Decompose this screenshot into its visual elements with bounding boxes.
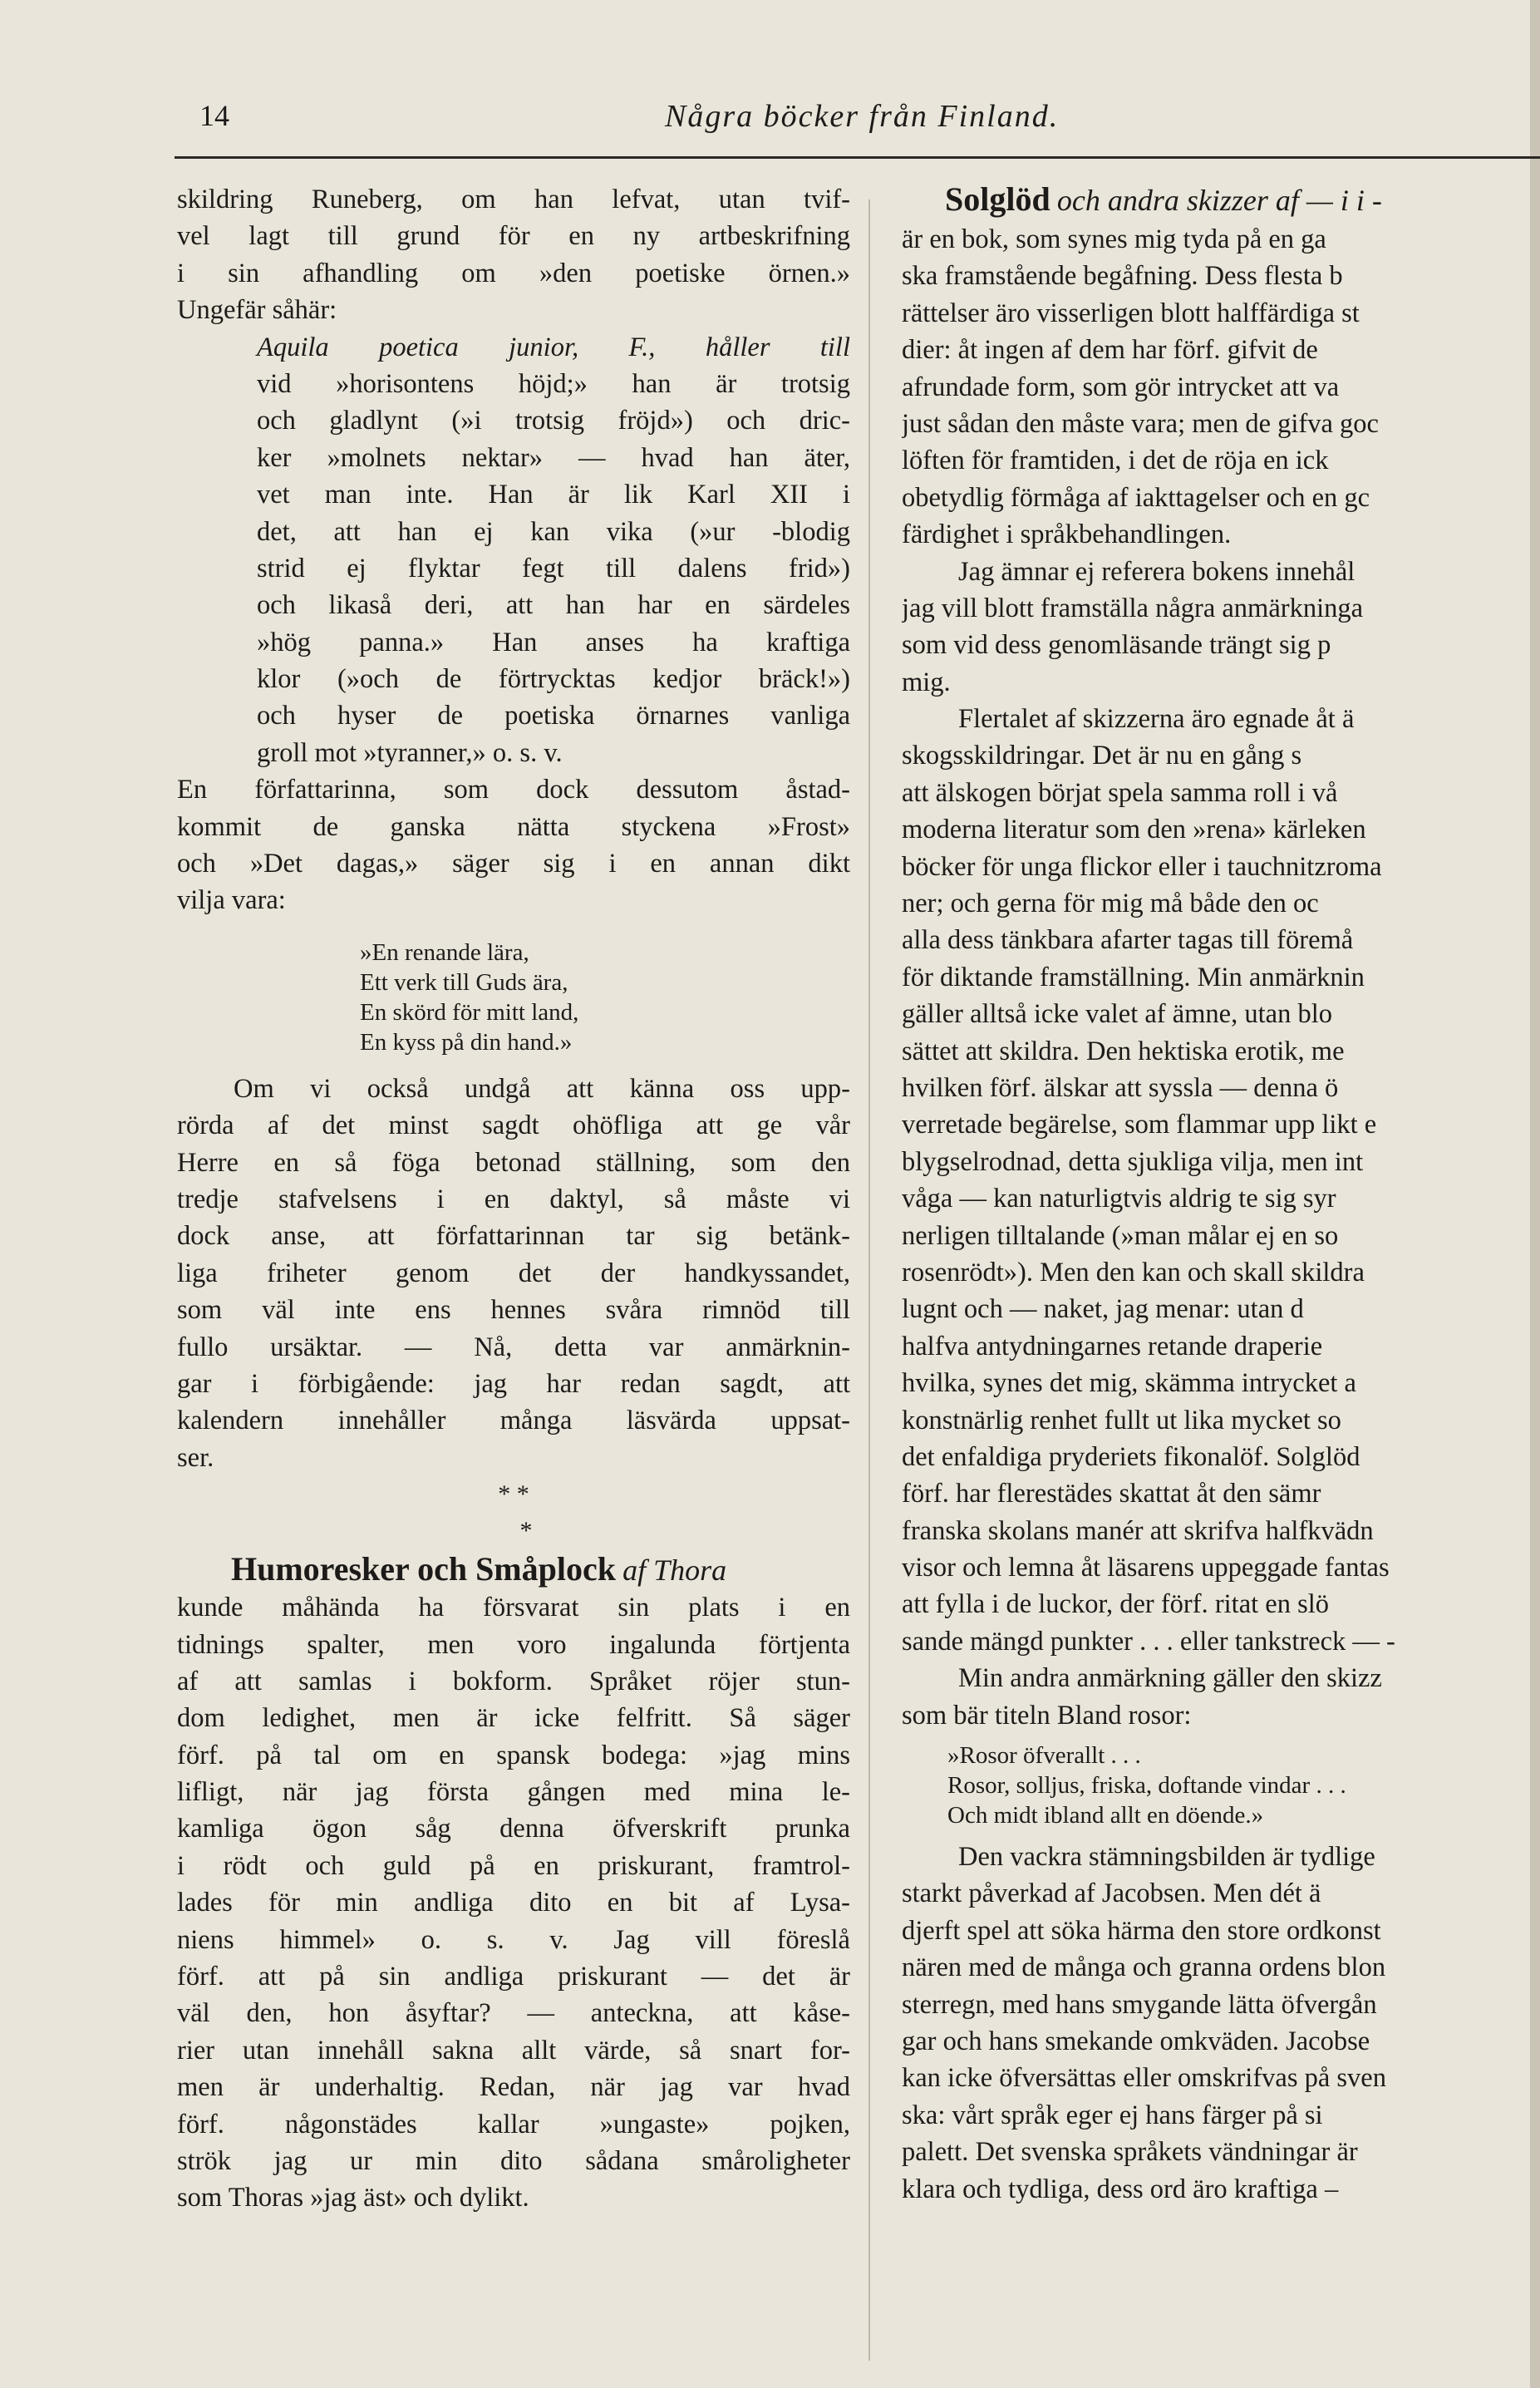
text-line: förf. på tal om en spansk bodega: »jag mins — [177, 1740, 850, 1770]
text-line: kamliga ögon såg denna öfverskrift prunka — [177, 1814, 850, 1844]
text-line: för diktande framställning. Min anmärknin — [902, 962, 1365, 992]
text-line: hvilka, synes det mig, skämma intrycket a — [902, 1368, 1356, 1399]
section-separator-star: * — [519, 1517, 533, 1545]
text-line: vel lagt till grund för en ny artbeskrifning — [177, 221, 850, 252]
text-line: vid »horisontens höjd;» han är trotsig — [257, 368, 850, 399]
text-line: Herre en så föga betonad ställning, som den — [177, 1147, 850, 1178]
text-line: blygselrodnad, detta sjukliga vilja, men int — [902, 1146, 1364, 1177]
text-line: vilja vara: — [177, 885, 286, 916]
text-line: som bär titeln Bland rosor: — [902, 1700, 1192, 1731]
text-line: och hyser de poetiska örnarnes vanliga — [257, 701, 850, 731]
text-line: gar i förbigående: jag har redan sagdt, att — [177, 1368, 850, 1399]
intro-paragraph — [177, 181, 850, 329]
text-line: mig. — [902, 667, 951, 697]
text-line: Ungefär såhär: — [177, 295, 337, 326]
text-line: ska: vårt språk eger ej hans färger på si — [902, 2100, 1323, 2130]
text-line: jag vill blott framställa några anmärkninga — [902, 593, 1364, 623]
text-line: rosenrödt»). Men den kan och skall skildra — [902, 1257, 1365, 1288]
text-line: moderna literatur som den »rena» kärleken — [902, 815, 1366, 845]
text-line: färdighet i språkbehandlingen. — [902, 519, 1232, 550]
text-line: franska skolans manér att skrifva halfkvädn — [902, 1515, 1374, 1546]
right-paragraph-1 — [902, 221, 1540, 554]
text-line: dier: åt ingen af dem har förf. gifvit de — [902, 335, 1318, 366]
text-line: förf. har flerestädes skattat åt den sämr — [902, 1479, 1321, 1509]
after-quote-paragraph — [177, 771, 850, 919]
text-line: groll mot »tyranner,» o. s. v. — [257, 737, 563, 768]
paragraph-3 — [177, 1589, 850, 2217]
text-line: just sådan den måste vara; men de gifva goc — [902, 408, 1379, 439]
poem-line: »En renande lära, — [360, 938, 529, 966]
text-line: tredje stafvelsens i en daktyl, så måste vi — [177, 1184, 850, 1214]
text-line: klor (»och de förtrycktas kedjor bräck!») — [257, 664, 850, 695]
text-line: Flertalet af skizzerna äro egnade åt ä — [958, 704, 1355, 735]
poem-block — [177, 938, 850, 1057]
right-paragraph-2 — [902, 554, 1540, 702]
right-poem-block — [902, 1741, 1540, 1830]
text-line: fullo ursäktar. — Nå, detta var anmärknin- — [177, 1332, 850, 1362]
text-line: ser. — [177, 1442, 214, 1473]
running-title: Några böcker från Finland. — [665, 99, 1060, 134]
text-line: som vid dess genomläsande trängt sig p — [902, 630, 1331, 661]
right-paragraph-4 — [902, 1839, 1540, 2208]
text-line: och gladlynt (»i trotsig fröjd») och dric- — [257, 406, 850, 436]
column-divider — [868, 199, 870, 2361]
text-line: lifligt, när jag första gången med mina le- — [177, 1777, 850, 1808]
left-column — [177, 181, 850, 2217]
header-rule — [175, 156, 1540, 159]
text-line: sättet att skildra. Den hektiska erotik, me — [902, 1036, 1345, 1066]
paragraph-2 — [177, 1071, 850, 1476]
text-line: En författarinna, som dock dessutom åstad- — [177, 775, 850, 805]
text-line: väl den, hon åsyftar? — anteckna, att kåse- — [177, 1998, 850, 2029]
text-line: starkt påverkad af Jacobsen. Men dét ä — [902, 1878, 1321, 1909]
poem-line: Rosor, solljus, friska, doftande vindar . . . — [947, 1772, 1346, 1800]
text-line: Min andra anmärkning gäller den skizz — [958, 1663, 1382, 1694]
text-line: rörda af det minst sagdt ohöfliga att ge vår — [177, 1110, 850, 1141]
text-line: skildring Runeberg, om han lefvat, utan tvif- — [177, 185, 850, 214]
text-line: vet man inte. Han är lik Karl XII i — [257, 480, 850, 510]
text-line: är en bok, som synes mig tyda på en ga — [902, 224, 1326, 254]
section-separator-stars: * * — [498, 1480, 529, 1509]
text-line: af att samlas i bokform. Språket röjer stun- — [177, 1666, 850, 1696]
text-line: ner; och gerna för mig må både den oc — [902, 889, 1319, 919]
text-line: Aquila poetica junior, F., håller till — [257, 332, 850, 362]
text-line: rier utan innehåll sakna allt värde, så snart for- — [177, 2035, 850, 2065]
right-paragraph-3 — [902, 701, 1540, 1734]
poem-line: En skörd för mitt land, — [360, 998, 579, 1026]
text-line: obetydlig förmåga af iakttagelser och en gc — [902, 482, 1370, 513]
poem-line: En kyss på din hand.» — [360, 1028, 573, 1056]
text-line: kan icke öfversättas eller omskrifvas på sven — [902, 2063, 1386, 2094]
right-heading-title: Solglöd — [945, 181, 1050, 218]
text-line: lugnt och — naket, jag menar: utan d — [902, 1294, 1304, 1325]
text-line: konstnärlig renhet fullt ut lika mycket so — [902, 1405, 1341, 1435]
text-line: i sin afhandling om »den poetiske örnen.» — [177, 258, 850, 288]
text-line: djerft spel att söka härma den store ordkonst — [902, 1915, 1381, 1946]
text-line: strid ej flyktar fegt till dalens frid») — [257, 553, 850, 583]
text-line: att älskogen börjat spela samma roll i vå — [902, 777, 1338, 808]
text-line: skogsskildringar. Det är nu en gång s — [902, 741, 1302, 771]
text-line: löften för framtiden, i det de röja en ick — [902, 446, 1329, 476]
text-line: och »Det dagas,» säger sig i en annan dikt — [177, 849, 850, 879]
text-line: palett. Det svenska språkets vändningar är — [902, 2137, 1358, 2168]
text-line: niens himmel» o. s. v. Jag vill föreslå — [177, 1924, 850, 1955]
text-line: strök jag ur min dito sådana småroligheter — [177, 2145, 850, 2176]
text-line: kunde måhända ha försvarat sin plats i en — [177, 1593, 850, 1623]
text-line: liga friheter genom det der handkyssandet, — [177, 1258, 850, 1288]
text-line: förf. någonstädes kallar »ungaste» pojken, — [177, 2109, 850, 2139]
right-heading — [902, 181, 1540, 221]
section-heading-author: af Thora — [622, 1553, 727, 1588]
right-heading-subtitle: och andra skizzer af — i i - — [1056, 184, 1382, 217]
page-header — [175, 98, 1540, 148]
text-line: Den vackra stämningsbilden är tydlige — [958, 1842, 1375, 1873]
text-line: verretade begärelse, som flammar upp likt e — [902, 1110, 1377, 1140]
text-line: klara och tydliga, dess ord äro kraftiga – — [902, 2174, 1339, 2204]
right-column — [902, 181, 1540, 2208]
text-line: visor och lemna åt läsarens uppeggade fantas — [902, 1553, 1390, 1583]
text-line: förf. att på sin andliga priskurant — det är — [177, 1962, 850, 1992]
text-line: gäller alltså icke valet af ämne, utan blo — [902, 999, 1332, 1030]
text-line: kalendern innehåller många läsvärda uppsat- — [177, 1406, 850, 1436]
poem-line: Och midt ibland allt en döende.» — [947, 1802, 1264, 1829]
text-line: men är underhaltig. Redan, när jag var hvad — [177, 2072, 850, 2103]
text-line: sande mängd punkter . . . eller tankstreck — - — [902, 1626, 1395, 1657]
poem-line: Ett verk till Guds ära, — [360, 968, 568, 996]
text-line: nerligen tilltalande (»man målar ej en so — [902, 1220, 1339, 1251]
text-line: hvilken förf. älskar att syssla — denna ö — [902, 1072, 1339, 1103]
text-line: kommit de ganska nätta styckena »Frost» — [177, 811, 850, 842]
text-line: lades för min andliga dito en bit af Lysa- — [177, 1888, 850, 1918]
poem-line: »Rosor öfverallt . . . — [947, 1742, 1141, 1770]
text-line: alla dess tänkbara afarter tagas till föremå — [902, 925, 1354, 956]
text-line: rättelser äro visserligen blott halffärdiga st — [902, 298, 1360, 328]
text-line: det, att han ej kan vika (»ur -blodig — [257, 516, 850, 547]
text-line: som Thoras »jag äst» och dylikt. — [177, 2183, 529, 2213]
text-line: gar och hans smekande omkväden. Jacobse — [902, 2026, 1370, 2056]
text-line: att fylla i de luckor, der förf. ritat en slö — [902, 1589, 1330, 1620]
text-line: ska framstående begåfning. Dess flesta b — [902, 261, 1343, 292]
section-heading-title: Humoresker och Småplock — [231, 1550, 616, 1588]
text-line: dom ledighet, men är icke felfritt. Så säger — [177, 1703, 850, 1734]
text-line: halfva antydningarnes retande draperie — [902, 1331, 1323, 1361]
text-line: våga — kan naturligtvis aldrig te sig syr — [902, 1184, 1336, 1214]
text-line: dock anse, att författarinnan tar sig betänk- — [177, 1221, 850, 1252]
text-line: Jag ämnar ej referera bokens innehål — [958, 556, 1355, 587]
section-heading — [177, 1546, 850, 1589]
text-line: och likaså deri, att han har en särdeles — [257, 590, 850, 621]
page-number: 14 — [199, 99, 229, 132]
text-line: sterregn, med hans smygande lätta öfvergån — [902, 1989, 1377, 2020]
text-line: böcker för unga flickor eller i tauchnitzroma — [902, 851, 1382, 882]
text-line: som väl inte ens hennes svåra rimnöd till — [177, 1295, 850, 1326]
text-line: »hög panna.» Han anses ha kraftiga — [257, 627, 850, 657]
quote-block — [177, 329, 850, 772]
text-line: det enfaldiga pryderiets fikonalöf. Solglöd — [902, 1441, 1360, 1472]
text-line: ker »molnets nektar» — hvad han äter, — [257, 442, 850, 473]
text-line: tidnings spalter, men voro ingalunda förtjenta — [177, 1629, 850, 1660]
text-line: Om vi också undgå att känna oss upp- — [234, 1073, 850, 1104]
text-line: afrundade form, som gör intrycket att va — [902, 372, 1340, 402]
text-line: nären med de många och granna ordens blon — [902, 1952, 1386, 1983]
text-line: i rödt och guld på en priskurant, framtrol- — [177, 1850, 850, 1881]
